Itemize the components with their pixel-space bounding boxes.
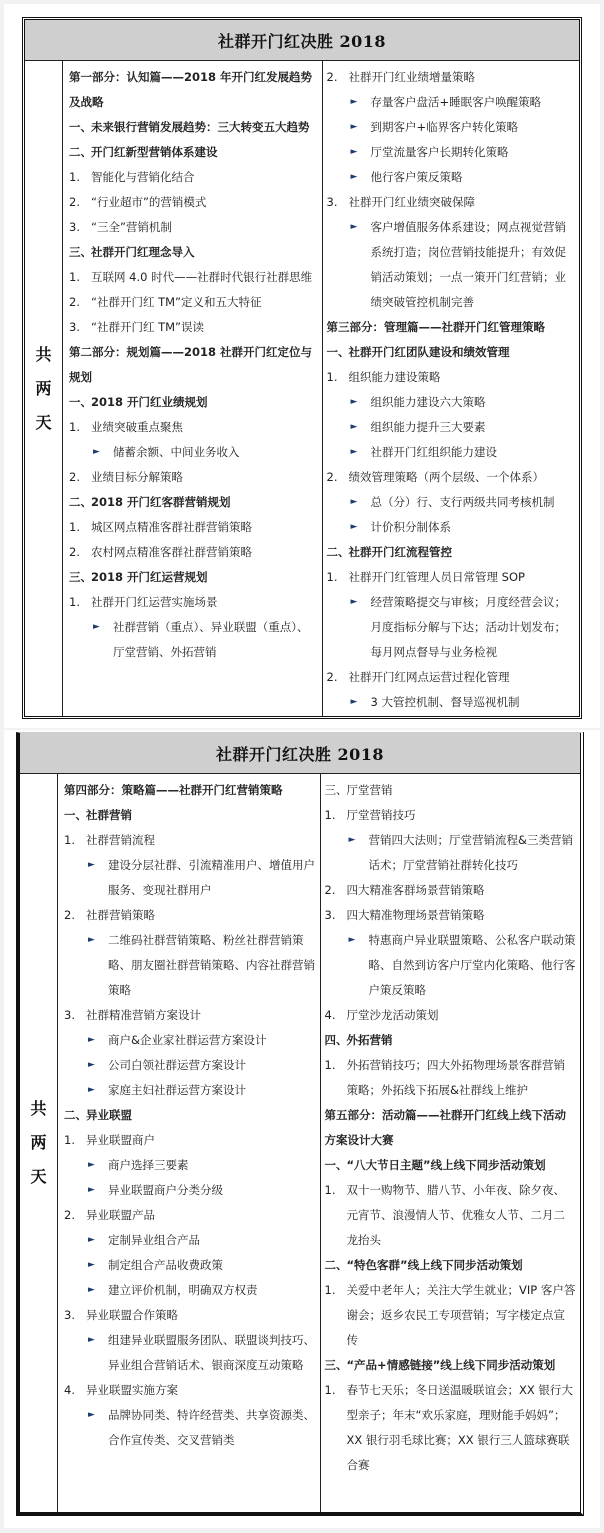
item-marker: 1. bbox=[64, 833, 75, 847]
list-item bbox=[327, 565, 576, 590]
bullet-item bbox=[64, 1403, 316, 1453]
part-heading bbox=[327, 315, 576, 340]
item-text: 社群开门红团队建设和绩效管理 bbox=[348, 345, 510, 359]
list-item bbox=[325, 803, 577, 828]
list-item bbox=[327, 365, 576, 390]
section-heading bbox=[327, 540, 576, 565]
list-item bbox=[69, 315, 318, 340]
section-heading bbox=[64, 803, 316, 828]
item-text: 开门红新型营销体系建设 bbox=[91, 145, 218, 159]
section-heading bbox=[64, 1103, 316, 1128]
item-text: 外拓营销技巧；四大外拓物理场景客群营销策略；外拓线下拓展&社群线上维护 bbox=[346, 1058, 565, 1097]
item-marker: 三、 bbox=[324, 1358, 348, 1372]
item-text: 异业联盟实施方案 bbox=[86, 1383, 178, 1397]
item-marker: 2. bbox=[69, 545, 80, 559]
bullet-arrow-icon: ► bbox=[350, 97, 358, 107]
bullet-item bbox=[64, 853, 316, 903]
bullet-item bbox=[327, 140, 576, 165]
item-text: 社群开门红理念导入 bbox=[91, 245, 195, 259]
item-marker: 1. bbox=[324, 1283, 336, 1297]
item-text: 社群开门红管理人员日常管理 SOP bbox=[348, 570, 525, 584]
section-heading bbox=[69, 140, 318, 165]
item-text: 异业联盟 bbox=[86, 1108, 132, 1122]
item-text: 建设分层社群、引流精准用户、增值用户服务、变现社群用户 bbox=[108, 858, 315, 897]
bullet-arrow-icon: ► bbox=[350, 222, 358, 232]
item-text: 总（分）行、支行两级共同考核机制 bbox=[370, 495, 555, 509]
item-marker: 三、 bbox=[69, 570, 92, 584]
bullet-arrow-icon: ► bbox=[350, 397, 358, 407]
bullet-arrow-icon: ► bbox=[88, 1260, 95, 1270]
item-marker: 1. bbox=[326, 570, 338, 584]
bullet-item bbox=[327, 90, 576, 115]
item-text: 储蓄余额、中间业务收入 bbox=[113, 445, 240, 459]
item-marker: 1. bbox=[69, 270, 80, 284]
item-text: 2018 开门红客群营销规划 bbox=[91, 495, 231, 509]
list-item bbox=[325, 878, 577, 903]
item-text: 厅堂营销 bbox=[346, 783, 393, 797]
item-marker: 1. bbox=[324, 808, 336, 822]
item-text: 社群开门红运营实施场景 bbox=[91, 595, 218, 609]
item-text: 异业联盟商户分类分级 bbox=[108, 1183, 223, 1197]
item-text: 厅堂沙龙活动策划 bbox=[346, 1008, 439, 1022]
bullet-item bbox=[64, 1328, 316, 1378]
item-marker: 1. bbox=[324, 1183, 336, 1197]
bullet-arrow-icon: ► bbox=[350, 172, 358, 182]
list-item bbox=[69, 165, 318, 190]
item-marker: 1. bbox=[326, 370, 338, 384]
item-text: 品牌协同类、特许经营类、共享资源类、合作宣传类、交叉营销类 bbox=[108, 1408, 315, 1447]
part-heading bbox=[325, 1103, 577, 1153]
section-heading bbox=[69, 565, 318, 590]
item-marker: 1. bbox=[69, 170, 80, 184]
list-item bbox=[69, 190, 318, 215]
section-heading bbox=[325, 1153, 577, 1178]
item-marker: 3. bbox=[64, 1308, 75, 1322]
bullet-item bbox=[64, 1153, 316, 1178]
bullet-arrow-icon: ► bbox=[350, 497, 358, 507]
list-item bbox=[64, 828, 316, 853]
item-text: 第三部分：管理篇——社群开门红管理策略 bbox=[326, 320, 545, 334]
item-marker: 1. bbox=[69, 420, 80, 434]
item-marker: 三、 bbox=[324, 783, 348, 797]
item-marker: 一、 bbox=[324, 1158, 348, 1172]
bullet-item bbox=[327, 515, 576, 540]
item-marker: 一、 bbox=[69, 395, 92, 409]
item-text: 社群营销（重点）、异业联盟（重点）、厅堂营销、外拓营销 bbox=[113, 620, 309, 659]
item-marker: 2. bbox=[326, 470, 338, 484]
part-heading bbox=[69, 65, 318, 115]
list-item bbox=[325, 1278, 577, 1353]
list-item bbox=[69, 265, 318, 290]
bullet-item bbox=[327, 415, 576, 440]
item-marker: 3. bbox=[324, 908, 336, 922]
item-marker: 二、 bbox=[324, 1258, 348, 1272]
bullet-arrow-icon: ► bbox=[348, 935, 356, 945]
section-heading bbox=[327, 340, 576, 365]
item-text: 存量客户盘活+睡眠客户唤醒策略 bbox=[370, 95, 542, 109]
bullet-item bbox=[325, 928, 577, 1003]
item-text: 建立评价机制，明确双方权责 bbox=[108, 1283, 258, 1297]
list-item bbox=[327, 465, 576, 490]
item-text: 厅堂流量客户长期转化策略 bbox=[370, 145, 509, 159]
list-item bbox=[325, 1178, 577, 1253]
item-marker: 二、 bbox=[326, 545, 350, 559]
bullet-arrow-icon: ► bbox=[350, 597, 358, 607]
outline-column-left bbox=[63, 61, 323, 716]
item-text: “产品+情感链接”线上线下同步活动策划 bbox=[346, 1358, 556, 1372]
item-marker: 2. bbox=[326, 670, 338, 684]
item-text: 2018 开门红运营规划 bbox=[91, 570, 208, 584]
item-marker: 一、 bbox=[64, 808, 87, 822]
item-text: 厅堂营销技巧 bbox=[346, 808, 416, 822]
list-item bbox=[69, 290, 318, 315]
item-text: 社群营销流程 bbox=[86, 833, 155, 847]
bullet-arrow-icon: ► bbox=[88, 1335, 95, 1345]
duration-char: 共 bbox=[30, 1099, 47, 1118]
item-marker: 二、 bbox=[69, 145, 92, 159]
item-marker: 1. bbox=[324, 1383, 336, 1397]
item-marker: 1. bbox=[69, 595, 80, 609]
list-item bbox=[327, 190, 576, 215]
bullet-item bbox=[327, 215, 576, 315]
bullet-item bbox=[327, 165, 576, 190]
section-heading bbox=[325, 1028, 577, 1053]
item-text: 组织能力建设策略 bbox=[348, 370, 441, 384]
item-marker: 1. bbox=[324, 1058, 336, 1072]
item-marker: 2. bbox=[324, 883, 336, 897]
item-marker: 2. bbox=[326, 70, 338, 84]
bullet-item bbox=[327, 390, 576, 415]
list-item bbox=[327, 65, 576, 90]
duration-char: 两 bbox=[35, 378, 52, 398]
item-text: 社群开门红组织能力建设 bbox=[370, 445, 497, 459]
bullet-item bbox=[327, 490, 576, 515]
item-text: 业绩突破重点聚焦 bbox=[91, 420, 183, 434]
item-text: 到期客户+临界客户转化策略 bbox=[370, 120, 519, 134]
item-text: 四大精准客群场景营销策略 bbox=[346, 883, 485, 897]
bullet-arrow-icon: ► bbox=[348, 835, 356, 845]
bullet-arrow-icon: ► bbox=[88, 935, 95, 945]
item-marker: 4. bbox=[324, 1008, 336, 1022]
item-text: 营销四大法则；厅堂营销流程&三类营销话术；厅堂营销社群转化技巧 bbox=[368, 833, 573, 872]
item-text: 家庭主妇社群运营方案设计 bbox=[108, 1083, 246, 1097]
list-item bbox=[325, 1003, 577, 1028]
item-text: 二维码社群营销策略、粉丝社群营销策略、朋友圈社群营销策略、内容社群营销策略 bbox=[108, 933, 315, 997]
course-outline-table-1 bbox=[22, 17, 582, 719]
bullet-item bbox=[64, 1278, 316, 1303]
bullet-arrow-icon: ► bbox=[350, 122, 358, 132]
item-text: 社群精准营销方案设计 bbox=[86, 1008, 201, 1022]
bullet-arrow-icon: ► bbox=[88, 1410, 95, 1420]
item-marker: 四、 bbox=[324, 1033, 348, 1047]
item-text: 社群开门红网点运营过程化管理 bbox=[348, 670, 510, 684]
bullet-arrow-icon: ► bbox=[350, 697, 358, 707]
item-text: 公司白领社群运营方案设计 bbox=[108, 1058, 246, 1072]
duration-char: 天 bbox=[35, 412, 52, 432]
item-marker: 2. bbox=[69, 195, 80, 209]
list-item bbox=[64, 1128, 316, 1153]
bullet-item bbox=[69, 440, 318, 465]
list-item bbox=[64, 1378, 316, 1403]
item-text: 城区网点精准客群社群营销策略 bbox=[91, 520, 252, 534]
duration-char: 共 bbox=[35, 344, 52, 364]
part-heading bbox=[64, 778, 316, 803]
bullet-arrow-icon: ► bbox=[88, 1035, 95, 1045]
table-title: 社群开门红决胜 2018 bbox=[25, 20, 579, 61]
bullet-item bbox=[64, 1053, 316, 1078]
list-item bbox=[69, 590, 318, 615]
item-text: 绩效管理策略（两个层级、一个体系） bbox=[348, 470, 544, 484]
bullet-arrow-icon: ► bbox=[93, 447, 100, 457]
item-text: “社群开门红 TM”误读 bbox=[91, 320, 205, 334]
item-text: 农村网点精准客群社群营销策略 bbox=[91, 545, 252, 559]
list-item bbox=[64, 1303, 316, 1328]
item-text: 商户&企业家社群运营方案设计 bbox=[108, 1033, 267, 1047]
list-item bbox=[69, 415, 318, 440]
bullet-arrow-icon: ► bbox=[350, 147, 358, 157]
section-heading bbox=[69, 390, 318, 415]
item-text: 经营策略提交与审核；月度经营会议；月度指标分解与下达；活动计划发布；每月网点督导与业务检视 bbox=[370, 595, 566, 659]
list-item bbox=[325, 1053, 577, 1103]
item-text: 第四部分：策略篇——社群开门红营销策略 bbox=[64, 783, 283, 797]
item-text: 智能化与营销化结合 bbox=[91, 170, 195, 184]
item-text: 春节七天乐；冬日送温暖联谊会；XX 银行大型亲子；年末“欢乐家庭，理财能手妈妈”；XX 银行羽毛球比赛；XX 银行三人篮球赛联合赛 bbox=[346, 1383, 573, 1472]
item-text: 社群开门红业绩增量策略 bbox=[348, 70, 475, 84]
item-text: 异业联盟合作策略 bbox=[86, 1308, 178, 1322]
item-marker: 二、 bbox=[69, 495, 92, 509]
bullet-item bbox=[64, 1078, 316, 1103]
item-text: 第二部分：规划篇——2018 社群开门红定位与规划 bbox=[69, 345, 313, 384]
outline-column-right bbox=[323, 61, 580, 716]
item-marker: 3. bbox=[326, 195, 338, 209]
item-text: “特色客群”线上线下同步活动策划 bbox=[346, 1258, 523, 1272]
section-heading bbox=[69, 490, 318, 515]
section-heading bbox=[69, 240, 318, 265]
item-text: “行业超市”的营销模式 bbox=[91, 195, 207, 209]
item-text: 他行客户策反策略 bbox=[370, 170, 463, 184]
bullet-item bbox=[64, 928, 316, 1003]
list-item bbox=[325, 903, 577, 928]
bullet-arrow-icon: ► bbox=[88, 1060, 95, 1070]
item-text: 2018 开门红业绩规划 bbox=[91, 395, 208, 409]
bullet-arrow-icon: ► bbox=[350, 422, 358, 432]
item-text: “社群开门红 TM”定义和五大特征 bbox=[91, 295, 262, 309]
section-heading bbox=[325, 778, 577, 803]
item-marker: 3. bbox=[69, 320, 80, 334]
list-item bbox=[327, 665, 576, 690]
item-text: 商户选择三要素 bbox=[108, 1158, 189, 1172]
bullet-item bbox=[64, 1178, 316, 1203]
bullet-item bbox=[64, 1228, 316, 1253]
bullet-item bbox=[64, 1253, 316, 1278]
bullet-item bbox=[64, 1028, 316, 1053]
item-text: “三全”营销机制 bbox=[91, 220, 172, 234]
duration-char: 天 bbox=[30, 1167, 47, 1186]
bullet-arrow-icon: ► bbox=[88, 1235, 95, 1245]
item-marker: 2. bbox=[69, 295, 80, 309]
table-title: 社群开门红决胜 2018 bbox=[20, 733, 580, 774]
section-heading bbox=[325, 1353, 577, 1378]
item-text: 四大精准物理场景营销策略 bbox=[346, 908, 485, 922]
outline-column-left bbox=[58, 774, 321, 1512]
item-marker: 1. bbox=[64, 1133, 75, 1147]
course-outline-table-2 bbox=[16, 732, 584, 1516]
list-item bbox=[325, 1378, 577, 1478]
item-text: 双十一购物节、腊八节、小年夜、除夕夜、元宵节、浪漫情人节、优雅女人节、二月二龙抬头 bbox=[346, 1183, 565, 1247]
item-marker: 2. bbox=[64, 1208, 75, 1222]
duration-label bbox=[25, 61, 63, 716]
bullet-arrow-icon: ► bbox=[88, 1085, 95, 1095]
list-item bbox=[64, 1203, 316, 1228]
bullet-arrow-icon: ► bbox=[93, 622, 100, 632]
item-marker: 一、 bbox=[69, 120, 92, 134]
item-text: 3 大管控机制、督导巡视机制 bbox=[370, 695, 520, 709]
item-marker: 二、 bbox=[64, 1108, 87, 1122]
item-text: 组织能力建设六大策略 bbox=[370, 395, 486, 409]
item-text: 社群开门红业绩突破保障 bbox=[348, 195, 475, 209]
item-text: 组织能力提升三大要素 bbox=[370, 420, 486, 434]
item-text: 社群开门红流程管控 bbox=[348, 545, 452, 559]
item-text: 社群营销 bbox=[86, 808, 132, 822]
bullet-item bbox=[325, 828, 577, 878]
bullet-arrow-icon: ► bbox=[88, 1185, 95, 1195]
item-marker: 2. bbox=[64, 908, 75, 922]
item-marker: 3. bbox=[64, 1008, 75, 1022]
duration-label bbox=[20, 774, 58, 1512]
item-text: 特惠商户异业联盟策略、公私客户联动策略、自然到访客户厅堂内化策略、他行客户策反策略 bbox=[368, 933, 576, 997]
item-marker: 3. bbox=[69, 220, 80, 234]
item-text: 定制异业组合产品 bbox=[108, 1233, 200, 1247]
bullet-arrow-icon: ► bbox=[350, 447, 358, 457]
list-item bbox=[69, 515, 318, 540]
item-text: 异业联盟产品 bbox=[86, 1208, 155, 1222]
item-marker: 4. bbox=[64, 1383, 75, 1397]
bullet-item bbox=[327, 590, 576, 665]
item-text: 组建异业联盟服务团队、联盟谈判技巧、异业组合营销话术、银商深度互动策略 bbox=[108, 1333, 315, 1372]
duration-char: 两 bbox=[30, 1133, 47, 1152]
item-text: 外拓营销 bbox=[346, 1033, 393, 1047]
item-text: “八大节日主题”线上线下同步活动策划 bbox=[346, 1158, 546, 1172]
item-marker: 1. bbox=[69, 520, 80, 534]
item-marker: 2. bbox=[69, 470, 80, 484]
item-text: 未来银行营销发展趋势：三大转变五大趋势 bbox=[91, 120, 310, 134]
bullet-arrow-icon: ► bbox=[88, 1160, 95, 1170]
list-item bbox=[69, 465, 318, 490]
item-text: 社群营销策略 bbox=[86, 908, 155, 922]
bullet-arrow-icon: ► bbox=[350, 522, 358, 532]
item-marker: 一、 bbox=[326, 345, 350, 359]
bullet-item bbox=[327, 440, 576, 465]
list-item bbox=[69, 215, 318, 240]
item-text: 业绩目标分解策略 bbox=[91, 470, 183, 484]
bullet-item bbox=[327, 690, 576, 715]
item-text: 第五部分：活动篇——社群开门红线上线下活动方案设计大赛 bbox=[324, 1108, 566, 1147]
section-heading bbox=[69, 115, 318, 140]
item-text: 互联网 4.0 时代——社群时代银行社群思维 bbox=[91, 270, 313, 284]
part-heading bbox=[69, 340, 318, 390]
item-text: 客户增值服务体系建设；网点视觉营销系统打造；岗位营销技能提升；有效促销活动策划；一点一策开门红营销；业绩突破管控机制完善 bbox=[370, 220, 566, 309]
item-marker: 三、 bbox=[69, 245, 92, 259]
item-text: 第一部分：认知篇——2018 年开门红发展趋势及战略 bbox=[69, 70, 313, 109]
list-item bbox=[64, 1003, 316, 1028]
item-text: 制定组合产品收费政策 bbox=[108, 1258, 223, 1272]
bullet-item bbox=[327, 115, 576, 140]
item-text: 异业联盟商户 bbox=[86, 1133, 155, 1147]
list-item bbox=[69, 540, 318, 565]
outline-column-right bbox=[321, 774, 581, 1512]
bullet-item bbox=[69, 615, 318, 665]
section-heading bbox=[325, 1253, 577, 1278]
bullet-arrow-icon: ► bbox=[88, 1285, 95, 1295]
bullet-arrow-icon: ► bbox=[88, 860, 95, 870]
item-text: 关爱中老年人；关注大学生就业；VIP 客户答谢会；返乡农民工专项营销；写字楼定点宣传 bbox=[346, 1283, 576, 1347]
item-text: 计价积分制体系 bbox=[370, 520, 451, 534]
list-item bbox=[64, 903, 316, 928]
